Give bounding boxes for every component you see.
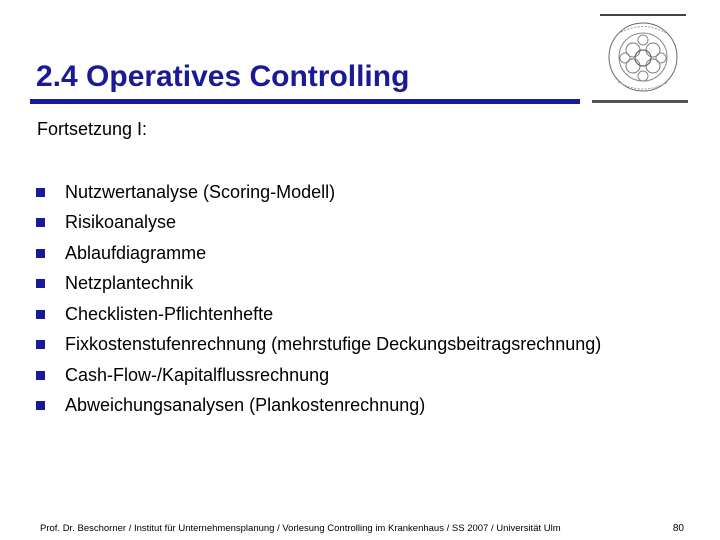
bullet-square-icon bbox=[36, 218, 45, 227]
slide-title: 2.4 Operatives Controlling bbox=[36, 60, 410, 93]
slide-footer: Prof. Dr. Beschorner / Institut für Unternehmensplanung / Vorlesung Controlling im Krankenhaus / SS 2007 / Universität Ulm bbox=[40, 523, 561, 534]
bullet-text: Fixkostenstufenrechnung (mehrstufige Deckungsbeitragsrechnung) bbox=[65, 334, 602, 355]
bullet-text: Netzplantechnik bbox=[65, 273, 194, 294]
list-item bbox=[36, 208, 601, 239]
university-seal-icon bbox=[598, 14, 688, 100]
title-underline bbox=[30, 99, 580, 104]
bullet-square-icon bbox=[36, 401, 45, 410]
logo-bottom-rule bbox=[592, 100, 688, 103]
list-item bbox=[36, 177, 601, 208]
bullet-text: Ablaufdiagramme bbox=[65, 242, 207, 263]
bullet-text: Cash-Flow-/Kapitalflussrechnung bbox=[65, 364, 330, 385]
bullet-square-icon bbox=[36, 279, 45, 288]
page-number: 80 bbox=[672, 523, 684, 534]
list-item bbox=[36, 360, 601, 391]
bullet-square-icon bbox=[36, 371, 45, 380]
bullet-square-icon bbox=[36, 249, 45, 258]
list-item bbox=[36, 269, 601, 300]
bullet-square-icon bbox=[36, 188, 45, 197]
bullet-text: Risikoanalyse bbox=[65, 212, 177, 233]
bullet-text: Checklisten-Pflichtenhefte bbox=[65, 303, 274, 324]
list-item bbox=[36, 330, 601, 361]
bullet-list bbox=[36, 177, 601, 421]
slide-subtitle: Fortsetzung I: bbox=[37, 119, 148, 139]
bullet-square-icon bbox=[36, 310, 45, 319]
bullet-text: Abweichungsanalysen (Plankostenrechnung) bbox=[65, 395, 426, 416]
bullet-text: Nutzwertanalyse (Scoring-Modell) bbox=[65, 181, 336, 202]
bullet-square-icon bbox=[36, 340, 45, 349]
list-item bbox=[36, 391, 601, 422]
list-item bbox=[36, 238, 601, 269]
list-item bbox=[36, 299, 601, 330]
